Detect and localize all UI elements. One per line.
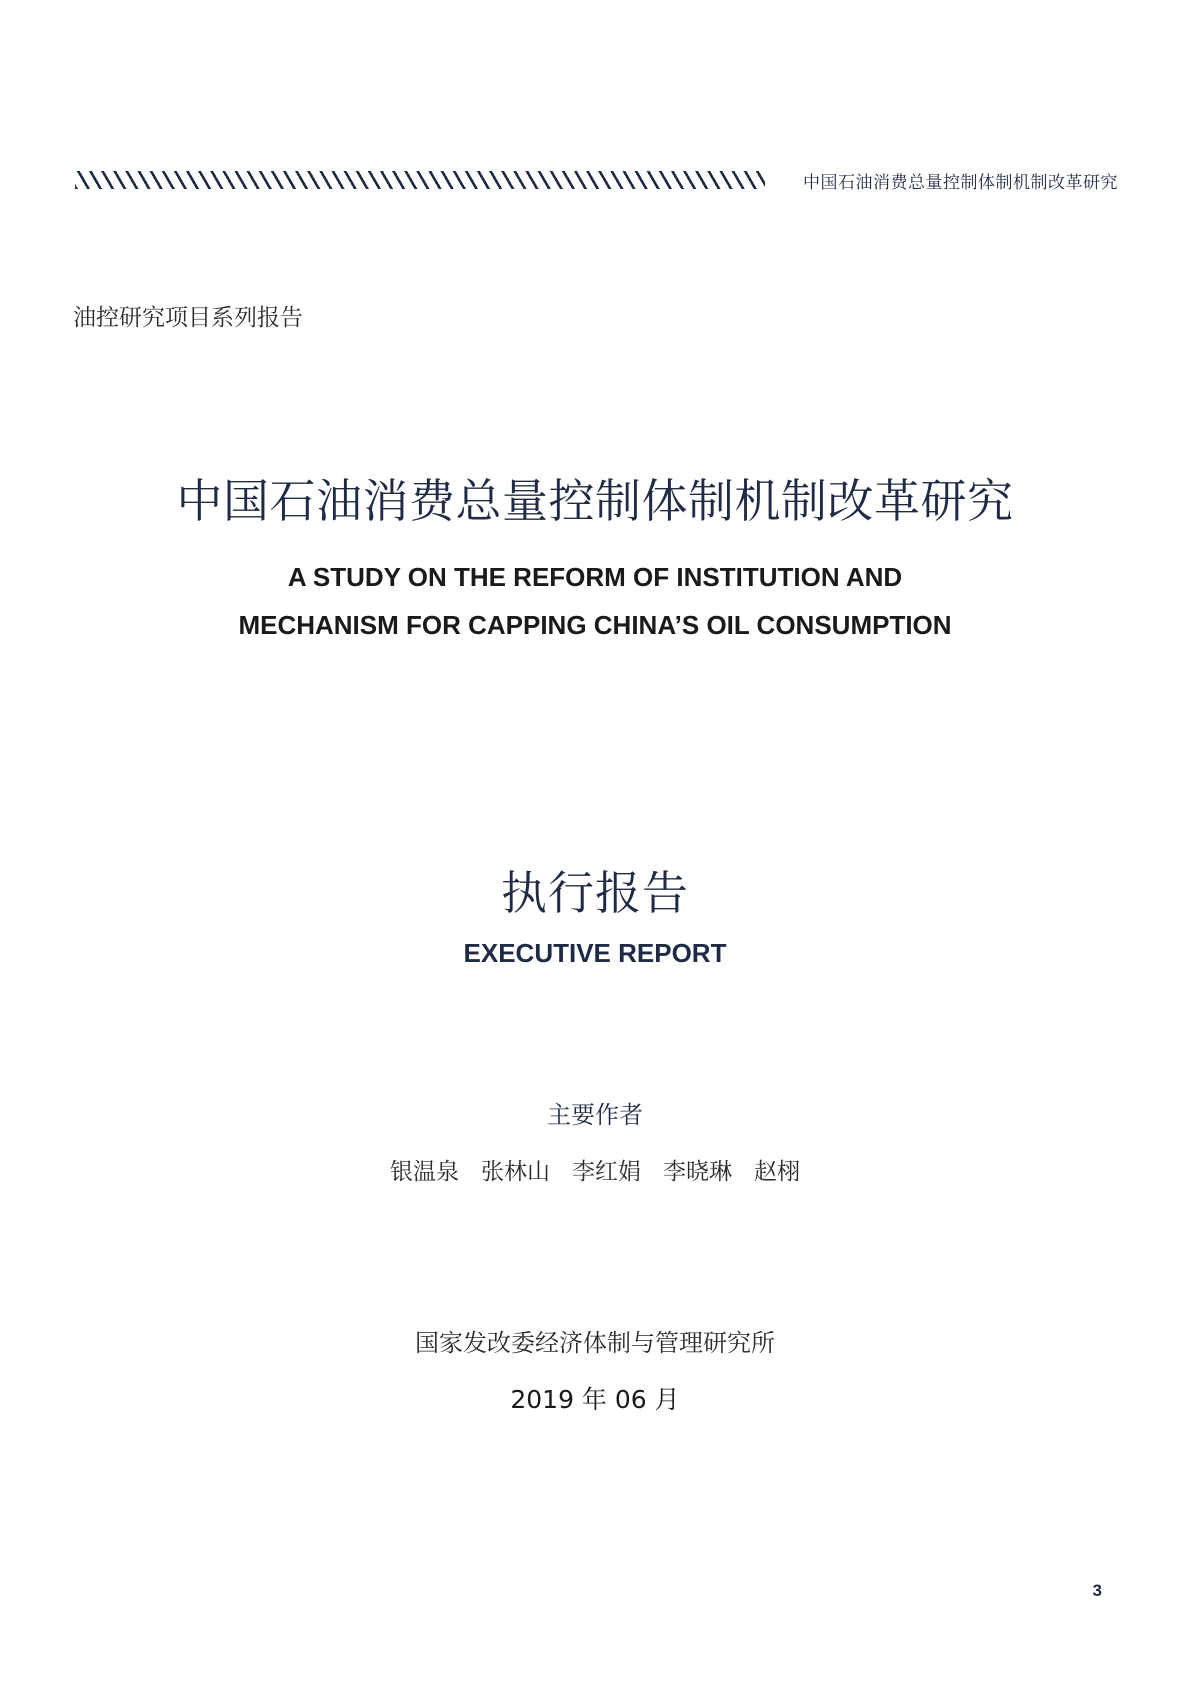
author-name: 张林山 <box>481 1159 550 1185</box>
report-type-english: EXECUTIVE REPORT <box>463 938 727 968</box>
series-label: 油控研究项目系列报告 <box>73 305 303 331</box>
header-stripe-decoration <box>75 171 765 189</box>
publication-date: 2019 年 06 月 <box>510 1385 680 1414</box>
author-name: 赵栩 <box>754 1159 800 1185</box>
title-english-line-2: MECHANISM FOR CAPPING CHINA’S OIL CONSUMPTION <box>238 610 952 640</box>
author-name: 李红娟 <box>572 1159 641 1185</box>
title-english-line-1: A STUDY ON THE REFORM OF INSTITUTION AND <box>287 562 903 592</box>
report-type-chinese: 执行报告 <box>501 866 689 920</box>
authors-label: 主要作者 <box>547 1101 643 1129</box>
title-chinese: 中国石油消费总量控制体制机制改革研究 <box>176 474 1014 528</box>
author-name: 李晓琳 <box>663 1159 732 1185</box>
institute-name: 国家发改委经济体制与管理研究所 <box>415 1329 775 1357</box>
author-name: 银温泉 <box>390 1159 459 1185</box>
authors-list <box>0 1153 1190 1186</box>
running-header-title: 中国石油消费总量控制体制机制改革研究 <box>803 173 1118 193</box>
page-number: 3 <box>1092 1581 1102 1600</box>
